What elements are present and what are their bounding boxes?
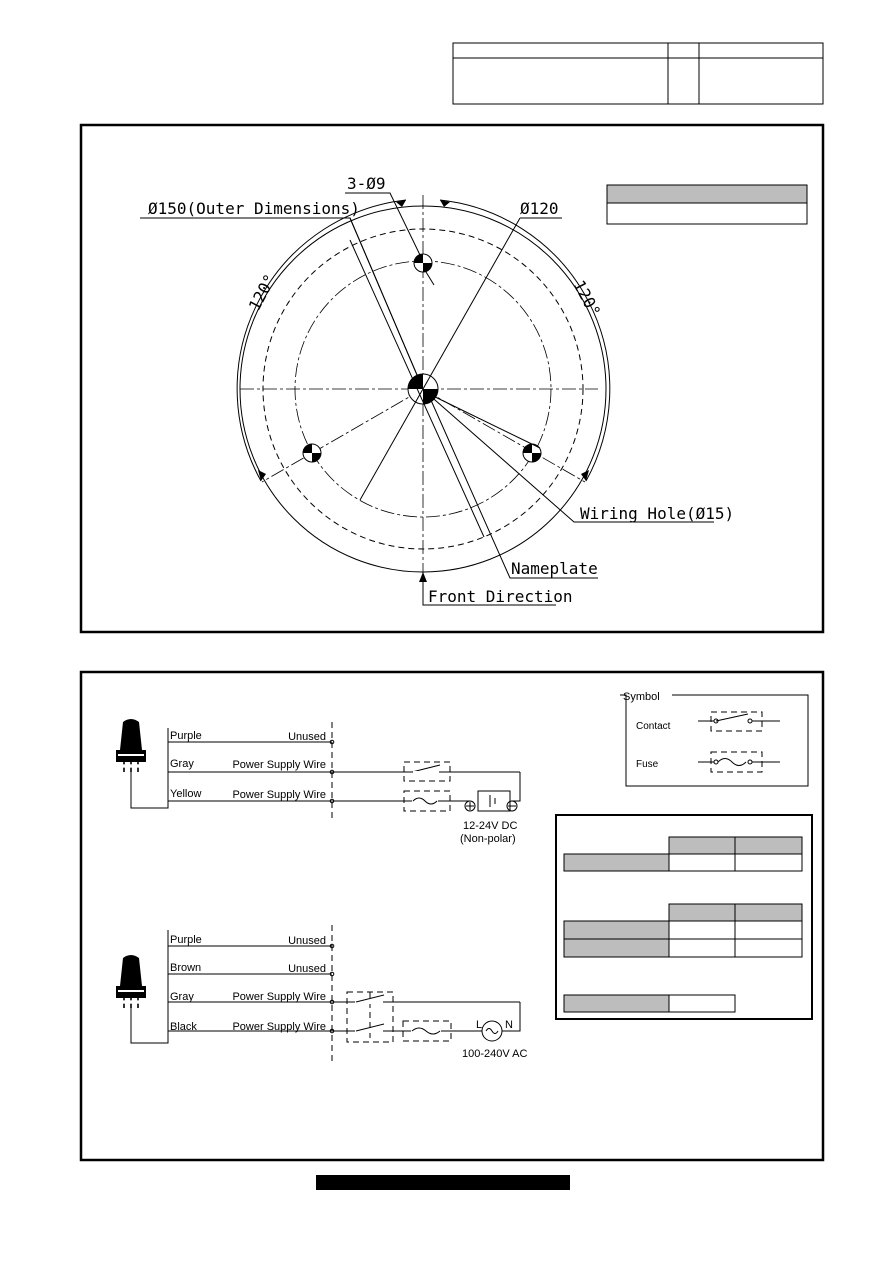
ac-supply-voltage: 100-240V AC — [462, 1048, 528, 1060]
mounting-hole-left — [303, 444, 321, 462]
ac-terminal-l: L — [476, 1019, 483, 1031]
ac-wire-2-function: Unused — [288, 963, 326, 975]
ac-wire-4-color: Black — [170, 1021, 197, 1033]
mounting-info-table — [607, 185, 807, 224]
dc-wire-1-function: Unused — [288, 731, 326, 743]
front-direction-label: Front Direction — [428, 587, 573, 606]
dc-wire-3-function: Power Supply Wire — [232, 789, 326, 801]
contact-label: Contact — [636, 721, 671, 732]
ac-wire-4-function: Power Supply Wire — [232, 1021, 326, 1033]
ac-wire-1-function: Unused — [288, 935, 326, 947]
fuse-label: Fuse — [636, 759, 659, 770]
holes-label: 3-Ø9 — [347, 174, 386, 193]
ac-wiring-diagram — [116, 925, 527, 1062]
ac-wire-1-color: Purple — [170, 934, 202, 946]
dc-wire-3-color: Yellow — [170, 788, 202, 800]
signal-lamp-icon — [116, 955, 146, 1008]
title-block — [453, 43, 823, 104]
nameplate-label: Nameplate — [511, 559, 598, 578]
angle-left-label: 120° — [244, 270, 280, 314]
spec-table — [556, 815, 812, 1019]
dc-wire-1-color: Purple — [170, 730, 202, 742]
outer-dimension-label: Ø150(Outer Dimensions) — [148, 199, 360, 218]
wiring-hole-label: Wiring Hole(Ø15) — [580, 504, 735, 523]
mounting-hole-top — [414, 254, 432, 272]
dc-wire-2-color: Gray — [170, 758, 194, 770]
dc-wiring-diagram — [116, 719, 520, 845]
dc-wire-2-function: Power Supply Wire — [232, 759, 326, 771]
dc-supply-polarity: (Non-polar) — [460, 833, 516, 845]
symbol-title: Symbol — [623, 691, 660, 703]
footer-bar — [316, 1175, 570, 1190]
dc-supply-voltage: 12-24V DC — [463, 820, 518, 832]
ac-terminal-n: N — [505, 1019, 513, 1031]
signal-lamp-icon — [116, 719, 146, 772]
angle-right-label: 120° — [569, 276, 605, 320]
pcd-label: Ø120 — [520, 199, 559, 218]
ac-wire-3-function: Power Supply Wire — [232, 991, 326, 1003]
symbol-legend — [620, 691, 808, 786]
mounting-diagram — [140, 174, 734, 606]
ac-wire-3-color: Gray — [170, 991, 194, 1003]
ac-wire-2-color: Brown — [170, 962, 202, 974]
